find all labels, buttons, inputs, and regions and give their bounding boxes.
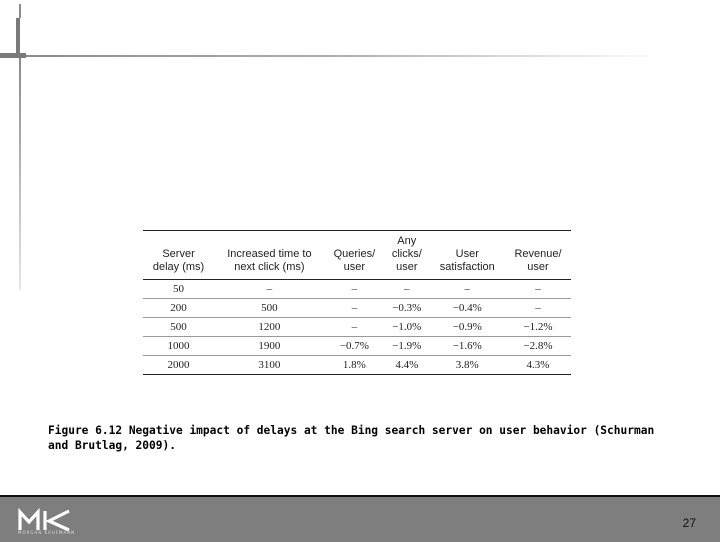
header-server-delay: Server delay (ms) [152,248,205,273]
table-cell: – [325,280,384,299]
table-row [143,280,571,299]
decorative-rule-vertical-thick [16,18,20,58]
table-row [143,299,571,318]
table-cell: −1.2% [505,318,571,337]
table-cell: 500 [214,299,325,318]
table-cell: −2.8% [505,337,571,356]
table-cell: −0.3% [384,299,429,318]
table-cell: 1.8% [325,356,384,375]
header-increased-time: Increased time to next click (ms) [227,248,312,273]
figure-caption: Figure 6.12 Negative impact of delays at the Bing search server on user behavior (Schurman and Brutlag, 2009). [48,424,655,452]
table-row [143,337,571,356]
table-cell: 2000 [143,356,214,375]
publisher-logo-text: MORGAN KAUFMANN [18,530,76,535]
table-row [143,318,571,337]
decorative-rule-horizontal-thick [0,53,26,58]
decorative-rule-horizontal [26,55,666,57]
table-cell: – [505,299,571,318]
table-cell: – [325,299,384,318]
table-cell: 3100 [214,356,325,375]
header-queries-user: Queries/ user [333,248,376,273]
table-cell: −1.0% [384,318,429,337]
table-cell: 50 [143,280,214,299]
table-cell: – [384,280,429,299]
header-any-clicks-user: Any clicks/ user [391,235,422,273]
header-revenue-user: Revenue/ user [514,248,562,273]
table-cell: 500 [143,318,214,337]
table-cell: 4.3% [505,356,571,375]
header-user-satisfaction: User satisfaction [439,248,495,273]
decorative-rule-vertical [19,58,21,290]
table-cell: – [214,280,325,299]
page-number: 27 [682,516,696,530]
table-cell: −1.9% [384,337,429,356]
table-cell: 1000 [143,337,214,356]
figure-table [143,230,571,375]
table-cell: 200 [143,299,214,318]
table-row [143,356,571,375]
table-cell: 4.4% [384,356,429,375]
table-cell: −0.7% [325,337,384,356]
table-cell: – [505,280,571,299]
table-cell: 1200 [214,318,325,337]
table-cell: −1.6% [430,337,505,356]
footer-bar [0,495,720,542]
table-cell: −0.9% [430,318,505,337]
table-cell: – [430,280,505,299]
table-cell: 3.8% [430,356,505,375]
table-header-row [143,231,571,280]
table-cell: −0.4% [430,299,505,318]
decorative-rule-top [19,4,21,18]
table-cell: 1900 [214,337,325,356]
table-cell: – [325,318,384,337]
